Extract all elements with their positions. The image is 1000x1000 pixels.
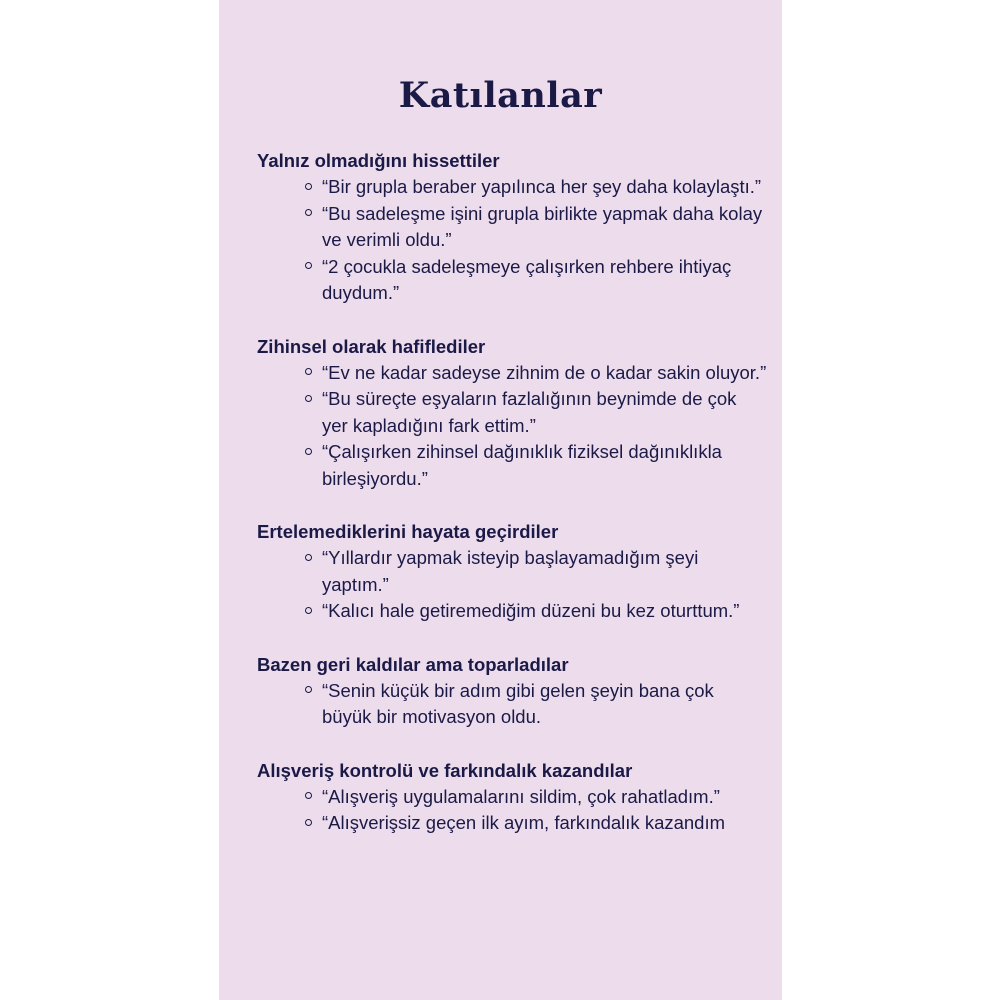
quote-item [257, 678, 767, 731]
bullet-circle-icon [305, 395, 312, 402]
bullet-circle-icon [305, 183, 312, 190]
quote-item [257, 545, 767, 598]
quote-text: “Bir grupla beraber yapılınca her şey daha kolaylaştı.” [322, 176, 762, 197]
quote-item [257, 360, 767, 387]
section-shopping-control [257, 758, 767, 837]
quote-item [257, 810, 767, 837]
section-heading: Yalnız olmadığını hissettiler [257, 150, 500, 171]
section-postponed [257, 519, 767, 625]
section-heading: Alışveriş kontrolü ve farkındalık kazandılar [257, 759, 633, 781]
quote-text: “Senin küçük bir adım gibi gelen şeyin bana çok büyük bir motivasyon oldu. [322, 679, 714, 727]
quote-text: “Yıllardır yapmak isteyip başlayamadığım şeyi yaptım.” [322, 547, 699, 595]
quote-list [257, 784, 767, 837]
quote-text: “Kalıcı hale getiremediğim düzeni bu kez oturttum.” [322, 600, 740, 621]
quote-item [257, 386, 767, 439]
bullet-circle-icon [305, 262, 312, 269]
bullet-circle-icon [305, 554, 312, 561]
bullet-circle-icon [305, 209, 312, 216]
quote-text: “Çalışırken zihinsel dağınıklık fiziksel dağınıklıkla birleşiyordu.” [322, 441, 722, 489]
section-recovered [257, 652, 767, 731]
quote-item [257, 439, 767, 492]
quote-text: “Bu süreçte eşyaların fazlalığının beynimde de çok yer kapladığını fark ettim.” [322, 388, 737, 436]
bullet-circle-icon [305, 368, 312, 375]
section-heading: Ertelemediklerini hayata geçirdiler [257, 521, 559, 542]
quote-text: “Ev ne kadar sadeyse zihnim de o kadar sakin oluyor.” [322, 361, 767, 383]
section-heading: Zihinsel olarak hafiflediler [257, 335, 486, 357]
quote-list [257, 678, 767, 731]
testimonial-card [219, 0, 782, 1000]
quote-item [257, 201, 767, 254]
section-heading: Bazen geri kaldılar ama toparladılar [257, 653, 569, 675]
quote-text: “Alışveriş uygulamalarını sildim, çok rahatladım.” [322, 785, 720, 807]
page-title: Katılanlar [398, 75, 603, 116]
section-mentally-lighter [257, 334, 767, 493]
quote-text: “2 çocukla sadeleşmeye çalışırken rehbere ihtiyaç duydum.” [322, 255, 732, 303]
quote-item [257, 254, 767, 307]
quote-list [257, 174, 767, 307]
bullet-circle-icon [305, 607, 312, 614]
quote-text: “Bu sadeleşme işini grupla birlikte yapmak daha kolay ve verimli oldu.” [322, 202, 763, 250]
quote-list [257, 360, 767, 493]
bullet-circle-icon [305, 448, 312, 455]
quote-item [257, 598, 767, 625]
quote-item [257, 784, 767, 811]
quote-text: “Alışverişsiz geçen ilk ayım, farkındalık kazandım [322, 812, 726, 833]
bullet-circle-icon [305, 686, 312, 693]
testimonial-list [257, 148, 767, 864]
bullet-circle-icon [305, 792, 312, 799]
section-not-alone [257, 148, 767, 307]
quote-item [257, 174, 767, 201]
bullet-circle-icon [305, 819, 312, 826]
quote-list [257, 545, 767, 625]
